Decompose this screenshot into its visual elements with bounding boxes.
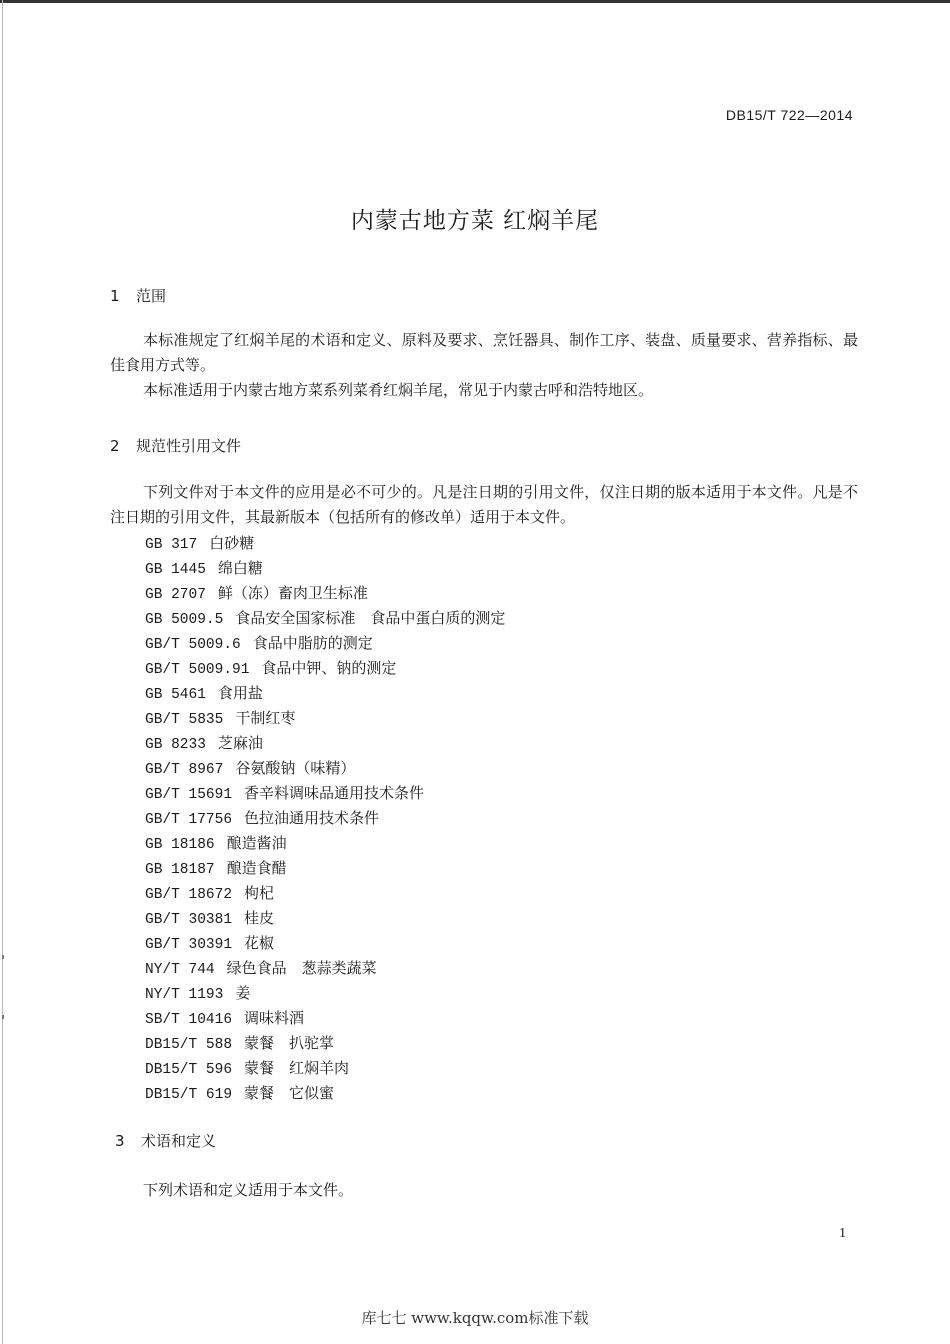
reference-name: 食品中钾、钠的测定 [261, 659, 397, 677]
reference-item [145, 656, 505, 681]
reference-name: 枸杞 [244, 884, 275, 902]
reference-name: 蒙餐 它似蜜 [244, 1084, 335, 1102]
reference-item [145, 1081, 505, 1106]
reference-code: GB/T 30391 [145, 937, 233, 953]
section-number: 1 [110, 287, 120, 305]
page-number: 1 [839, 1226, 846, 1241]
reference-item [145, 556, 505, 581]
section-3-heading [115, 1130, 216, 1151]
reference-item [145, 831, 505, 856]
reference-item [145, 956, 505, 981]
reference-code: NY/T 1193 [145, 987, 224, 1003]
section-number: 3 [115, 1132, 125, 1150]
section-title: 规范性引用文件 [136, 437, 242, 455]
reference-name: 绿色食品 葱蒜类蔬菜 [226, 959, 377, 977]
reference-code: GB/T 5009.91 [145, 662, 250, 678]
reference-name: 花椒 [244, 934, 275, 952]
reference-code: GB/T 5835 [145, 712, 224, 728]
reference-name: 食品安全国家标准 食品中蛋白质的测定 [235, 609, 506, 627]
reference-code: GB/T 8967 [145, 762, 224, 778]
reference-item [145, 856, 505, 881]
reference-code: GB/T 18672 [145, 887, 233, 903]
reference-name: 酿造酱油 [226, 834, 287, 852]
reference-item [145, 531, 505, 556]
terms-intro: 下列术语和定义适用于本文件。 [143, 1181, 354, 1199]
reference-name: 白砂糖 [209, 534, 255, 552]
reference-code: GB 18187 [145, 862, 215, 878]
reference-name: 绵白糖 [217, 559, 263, 577]
reference-item [145, 606, 505, 631]
scan-top-border [0, 0, 950, 3]
reference-code: GB 1445 [145, 562, 206, 578]
reference-code: DB15/T 588 [145, 1037, 233, 1053]
reference-code: DB15/T 596 [145, 1062, 233, 1078]
scope-paragraph-1: 本标准规定了红焖羊尾的术语和定义、原料及要求、烹饪器具、制作工序、装盘、质量要求、营养指标、最佳食用方式等。 [110, 331, 858, 374]
section-2-intro [110, 480, 858, 530]
reference-name: 色拉油通用技术条件 [244, 809, 380, 827]
reference-name: 蒙餐 红焖羊肉 [244, 1059, 350, 1077]
reference-code: GB 5009.5 [145, 612, 224, 628]
section-number: 2 [110, 437, 120, 455]
reference-code: GB/T 15691 [145, 787, 233, 803]
reference-item [145, 806, 505, 831]
reference-item [145, 1031, 505, 1056]
reference-item [145, 581, 505, 606]
reference-code: GB 8233 [145, 737, 206, 753]
reference-name: 干制红枣 [235, 709, 296, 727]
reference-item [145, 706, 505, 731]
reference-code: GB/T 30381 [145, 912, 233, 928]
reference-code: GB/T 17756 [145, 812, 233, 828]
scope-paragraph-2: 本标准适用于内蒙古地方菜系列菜肴红焖羊尾，常见于内蒙古呼和浩特地区。 [143, 381, 654, 399]
reference-name: 食品中脂肪的测定 [252, 634, 373, 652]
document-code: DB15/T 722—2014 [725, 107, 853, 123]
section-2-heading [110, 435, 241, 456]
footer-watermark: 库七七 www.kqqw.com标准下载 [361, 1309, 589, 1327]
section-1-heading [110, 285, 166, 306]
reference-item [145, 1056, 505, 1081]
reference-item [145, 756, 505, 781]
scan-speck [2, 1015, 4, 1019]
reference-item [145, 906, 505, 931]
document-title: 内蒙古地方菜 红焖羊尾 [350, 208, 600, 234]
reference-name: 姜 [235, 984, 251, 1002]
reference-item [145, 781, 505, 806]
reference-name: 桂皮 [244, 909, 275, 927]
references-intro: 下列文件对于本文件的应用是必不可少的。凡是注日期的引用文件，仅注日期的版本适用于本文件。凡是不注日期的引用文件，其最新版本（包括所有的修改单）适用于本文件。 [110, 483, 858, 526]
reference-item [145, 731, 505, 756]
reference-name: 食用盐 [217, 684, 263, 702]
reference-name: 酿造食醋 [226, 859, 287, 877]
reference-code: GB 5461 [145, 687, 206, 703]
reference-item [145, 881, 505, 906]
section-1-body [110, 328, 858, 403]
reference-item [145, 631, 505, 656]
scan-speck [2, 955, 4, 959]
reference-code: GB 317 [145, 537, 198, 553]
reference-name: 香辛料调味品通用技术条件 [244, 784, 425, 802]
reference-name: 鲜（冻）畜肉卫生标准 [217, 584, 368, 602]
reference-name: 芝麻油 [217, 734, 263, 752]
reference-item [145, 681, 505, 706]
reference-name: 蒙餐 扒驼掌 [244, 1034, 335, 1052]
reference-code: GB 18186 [145, 837, 215, 853]
section-title: 范围 [136, 287, 167, 305]
reference-code: GB 2707 [145, 587, 206, 603]
section-title: 术语和定义 [141, 1132, 217, 1150]
reference-code: DB15/T 619 [145, 1087, 233, 1103]
reference-name: 调味料酒 [244, 1009, 305, 1027]
reference-code: NY/T 744 [145, 962, 215, 978]
reference-list [145, 531, 505, 1106]
reference-code: GB/T 5009.6 [145, 637, 241, 653]
reference-item [145, 1006, 505, 1031]
reference-code: SB/T 10416 [145, 1012, 233, 1028]
reference-name: 谷氨酸钠（味精） [235, 759, 356, 777]
section-3-intro [110, 1178, 858, 1203]
reference-item [145, 931, 505, 956]
reference-item [145, 981, 505, 1006]
